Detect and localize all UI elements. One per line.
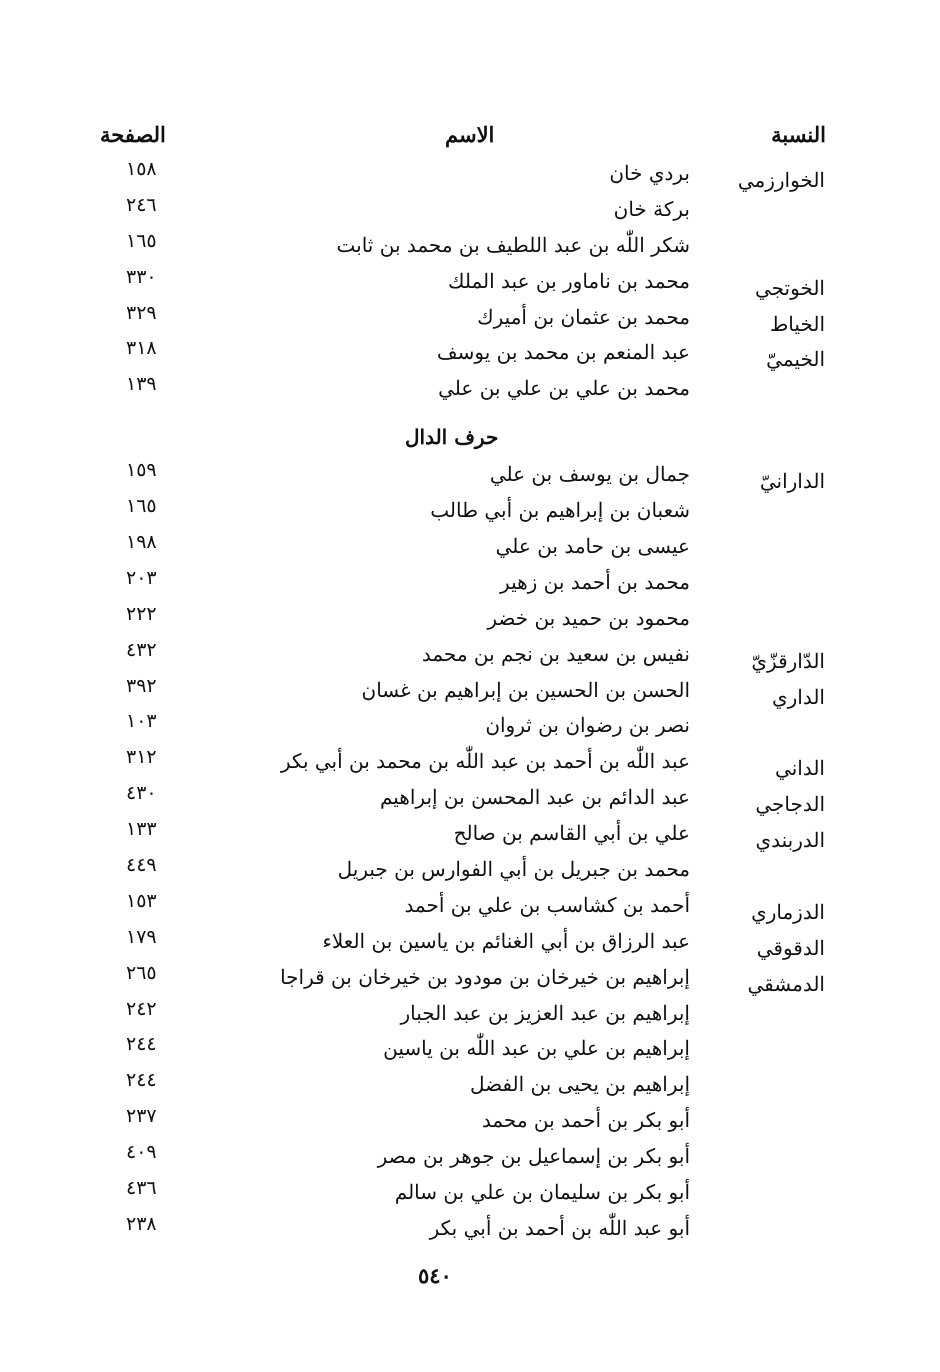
index-row [0, 997, 940, 1036]
index-row [0, 1071, 940, 1107]
index-row [0, 638, 940, 677]
name-cell: الحسن بن الحسين بن إبراهيم بن غسان [361, 677, 690, 702]
nisba-cell: الدجاجي [755, 792, 825, 817]
page-cell: ٢٤٢ [126, 997, 157, 1020]
name-cell: إبراهيم بن علي بن عبد اللّٰه بن ياسين [383, 1036, 690, 1061]
name-cell: أبو بكر بن أحمد بن محمد [481, 1108, 690, 1133]
name-cell: عبد اللّٰه بن أحمد بن عبد اللّٰه بن محمد بن أبي بكر [280, 749, 690, 774]
section-title: حرف الدال [405, 425, 499, 450]
index-row [0, 1035, 940, 1071]
index-row [0, 1107, 940, 1143]
name-cell: محمد بن علي بن علي بن علي [438, 376, 690, 401]
nisba-cell: الدارانيّ [759, 469, 825, 494]
index-row [0, 265, 940, 304]
header-name: الاسم [445, 122, 495, 147]
page-number: ٥٤٠ [418, 1263, 452, 1288]
page-cell: ٣١٢ [126, 746, 157, 769]
nisba-cell: الدزماري [751, 899, 825, 924]
page-cell: ٢٦٥ [126, 961, 157, 984]
name-cell: عيسى بن حامد بن علي [495, 534, 690, 559]
name-cell: بردي خان [609, 161, 690, 185]
name-cell: نصر بن رضوان بن ثروان [485, 713, 690, 738]
page-cell: ٣٣٠ [126, 265, 157, 288]
nisba-cell: الخيميّ [766, 347, 825, 372]
page-cell: ٢٢٢ [126, 602, 157, 625]
index-row [0, 925, 940, 964]
index-row [0, 160, 940, 196]
page-cell: ٢٤٤ [126, 1069, 157, 1092]
section-heading [0, 411, 940, 461]
name-cell: عبد الدائم بن عبد المحسن بن إبراهيم [379, 785, 690, 810]
header-nisba: النسبة [771, 122, 826, 147]
name-cell: جمال بن يوسف بن علي [489, 462, 690, 487]
page-cell: ١٥٣ [126, 889, 157, 912]
index-row [0, 1143, 940, 1179]
nisba-cell: الدربندي [755, 828, 825, 853]
name-cell: إبراهيم بن خيرخان بن مودود بن خيرخان بن قراجا [280, 964, 690, 989]
name-cell: أحمد بن كشاسب بن علي بن أحمد [404, 892, 690, 917]
name-cell: شعبان بن إبراهيم بن أبي طالب [430, 498, 690, 523]
index-row [0, 820, 940, 856]
index-row [0, 712, 940, 748]
page-cell: ٢٣٨ [126, 1212, 157, 1235]
index-row [0, 229, 940, 268]
name-cell: عبد الرزاق بن أبي الغنائم بن ياسين بن العلاء [322, 928, 690, 953]
index-row [0, 566, 940, 605]
page-cell: ١٥٩ [126, 459, 157, 482]
nisba-cell: الدمشقي [747, 971, 825, 996]
page-cell: ١٦٥ [126, 495, 157, 518]
nisba-cell: الدّارقزّيّ [751, 648, 825, 673]
page-cell: ٤٣٦ [126, 1177, 157, 1200]
page-cell: ١٩٨ [126, 531, 157, 554]
nisba-cell: الداري [771, 684, 825, 709]
page-cell: ٤٤٩ [126, 854, 157, 877]
index-row [0, 193, 940, 232]
name-cell: نفيس بن سعيد بن نجم بن محمد [421, 641, 690, 666]
index-row [0, 375, 940, 411]
page-cell: ٤٠٩ [126, 1141, 157, 1164]
index-row [0, 1179, 940, 1215]
name-cell: أبو عبد اللّٰه بن أحمد بن أبي بكر [429, 1215, 690, 1240]
nisba-cell: الخياط [769, 311, 825, 336]
name-cell: إبراهيم بن عبد العزيز بن عبد الجبار [400, 1000, 690, 1025]
index-row [0, 889, 940, 928]
index-row [0, 784, 940, 820]
name-cell: محمد بن عثمان بن أميرك [477, 304, 690, 329]
index-row [0, 339, 940, 375]
index-row [0, 602, 940, 641]
page-cell: ٢٤٤ [126, 1033, 157, 1056]
page-cell: ١٣٣ [126, 818, 157, 841]
index-row [0, 301, 940, 340]
name-cell: محمد بن جبريل بن أبي الفوارس بن جبريل [337, 857, 690, 882]
index-row [0, 961, 940, 1000]
name-cell: أبو بكر بن سليمان بن علي بن سالم [394, 1180, 690, 1205]
name-cell: محمود بن حميد بن خضر [487, 605, 690, 630]
page-cell: ٢٠٣ [126, 566, 157, 589]
name-cell: أبو بكر بن إسماعيل بن جوهر بن مصر [377, 1144, 690, 1169]
page-cell: ٣١٨ [126, 337, 157, 360]
name-cell: محمد بن ناماور بن عبد الملك [448, 268, 690, 293]
page-cell: ١٠٣ [126, 710, 157, 733]
index-row [0, 1212, 940, 1251]
page-cell: ٣٢٩ [126, 301, 157, 324]
page-cell: ٤٣٠ [126, 782, 157, 805]
name-cell: إبراهيم بن يحيى بن الفضل [469, 1072, 690, 1097]
index-row [0, 533, 940, 569]
nisba-cell: الخوارزمي [737, 168, 825, 192]
name-cell: عبد المنعم بن محمد بن يوسف [436, 340, 690, 365]
page-cell: ١٦٥ [126, 229, 157, 252]
nisba-cell: الخوتجي [754, 275, 825, 300]
index-table [0, 160, 940, 1251]
page-cell: ١٥٨ [126, 158, 157, 180]
index-row [0, 856, 940, 892]
name-cell: شكر اللّٰه بن عبد اللطيف بن محمد بن ثابت [336, 232, 690, 257]
name-cell: علي بن أبي القاسم بن صالح [453, 821, 690, 846]
nisba-cell: الدقوقي [756, 935, 825, 960]
page-cell: ٢٣٧ [126, 1105, 157, 1128]
page-cell: ٢٤٦ [126, 193, 157, 216]
page-cell: ٣٩٢ [126, 674, 157, 697]
index-row [0, 497, 940, 533]
page-cell: ١٧٩ [126, 925, 157, 948]
page-cell: ٤٣٢ [126, 638, 157, 661]
name-cell: محمد بن أحمد بن زهير [500, 569, 690, 594]
nisba-cell: الداني [775, 756, 825, 781]
header-page: الصفحة [100, 122, 166, 147]
index-row [0, 461, 940, 497]
name-cell: بركة خان [613, 196, 690, 221]
index-row [0, 748, 940, 784]
index-row [0, 674, 940, 713]
page-cell: ١٣٩ [126, 373, 157, 396]
